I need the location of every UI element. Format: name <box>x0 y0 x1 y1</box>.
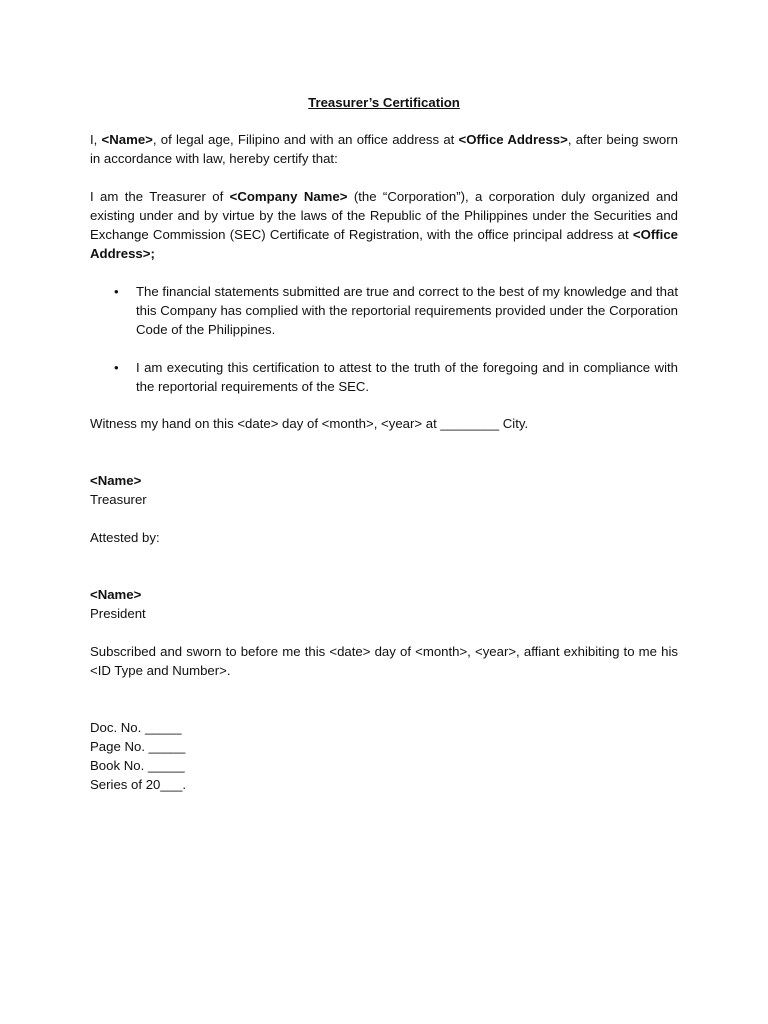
list-item: • I am executing this certification to attest to the truth of the foregoing and in compliance with the reportorial requirements of the SEC. <box>136 358 678 396</box>
series-of: Series of 20___. <box>90 777 187 792</box>
list-spacer <box>136 339 678 358</box>
intro-office-address-placeholder: <Office Address> <box>458 132 568 147</box>
subscribed-paragraph: Subscribed and sworn to before me this <date> day of <month>, <year>, affiant exhibiting to me his <ID Type and Number>. <box>90 644 678 678</box>
president-role: President <box>90 606 146 621</box>
signatory-role: Treasurer <box>90 492 147 507</box>
attested-by-label: Attested by: <box>90 530 160 545</box>
president-name <box>90 585 678 604</box>
signatory-name <box>90 471 678 490</box>
intro-text-2: , of legal age, Filipino and with an office address at <box>152 132 459 147</box>
treasurer-paragraph <box>90 187 678 263</box>
treasurer-name-placeholder: <Name> <box>90 473 142 488</box>
para2-text-2: (the “Corporation”), a corporation duly organized and existing under and by virtue by the laws of the Republic of the Philippines under the Securities and Exchange Commission (SEC) Certificate of Registration, with the office principal address at <box>90 189 679 242</box>
certification-list-2 <box>90 358 678 396</box>
intro-text-1: I, <box>90 132 102 147</box>
spacer <box>90 396 678 414</box>
doc-no: Doc. No. _____ <box>90 720 182 735</box>
witness-line: Witness my hand on this <date> day of <month>, <year> at ________ City. <box>90 416 529 431</box>
page-no: Page No. _____ <box>90 739 186 754</box>
spacer <box>90 680 678 718</box>
list-item: • The financial statements submitted are true and correct to the best of my knowledge and that this Company has complied with the reportorial requirements provided under the Corporation Code of the Philippines. <box>136 282 678 339</box>
spacer <box>90 433 678 471</box>
para2-text-1: I am the Treasurer of <box>90 189 230 204</box>
intro-paragraph <box>90 130 678 168</box>
spacer <box>90 547 678 585</box>
intro-name-placeholder: <Name> <box>101 132 153 147</box>
president-name-placeholder: <Name> <box>90 587 142 602</box>
intro-text-3: , after being sworn in accordance with law, hereby certify that: <box>90 132 678 166</box>
certification-list <box>90 282 678 358</box>
para2-office-address-placeholder: <Office Address>; <box>90 227 678 261</box>
company-name-placeholder: <Company Name> <box>229 189 348 204</box>
document-title: Treasurer’s Certification <box>308 95 460 110</box>
book-no: Book No. _____ <box>90 758 185 773</box>
